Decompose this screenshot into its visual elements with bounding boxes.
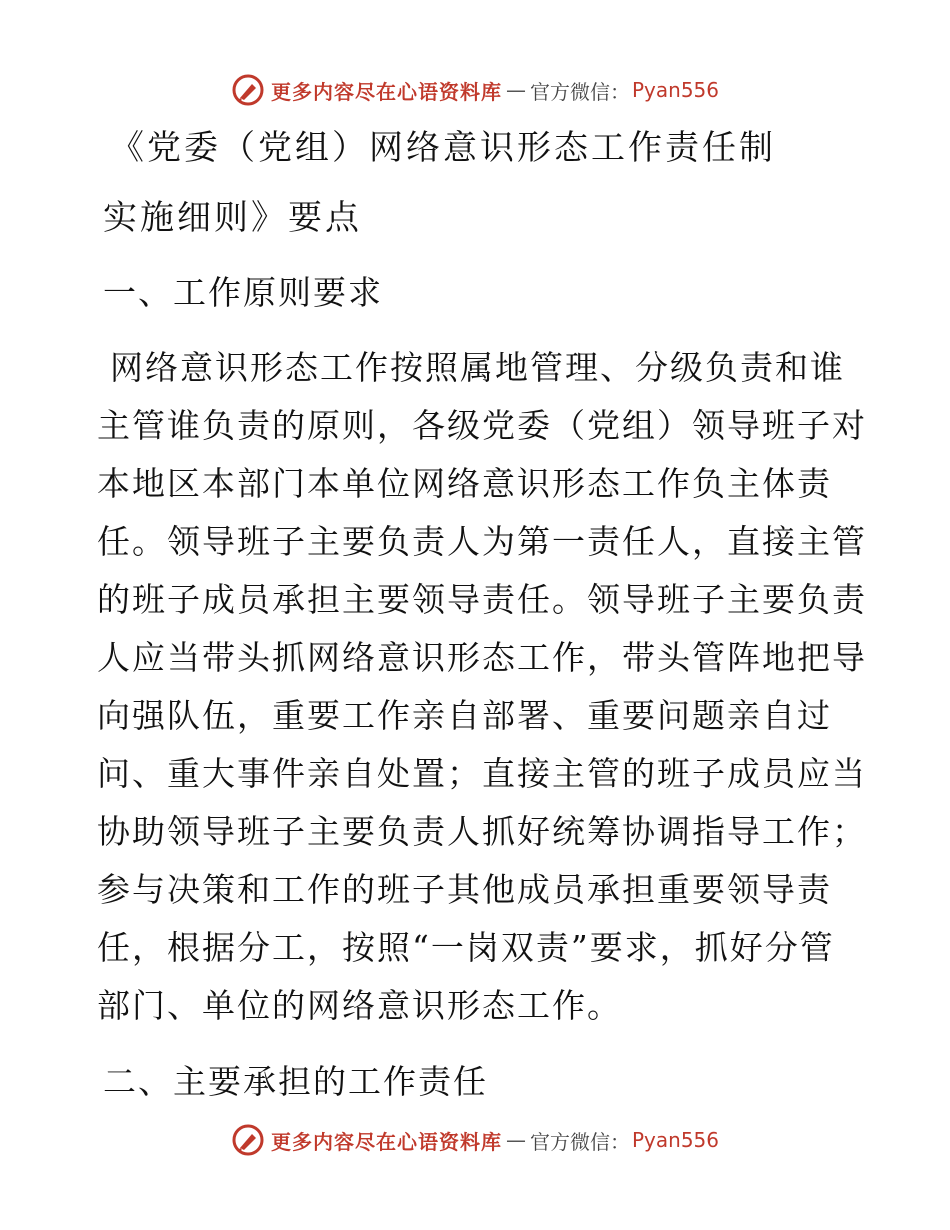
paragraph-line: 任，根据分工，按照“一岗双责”要求，抓好分管 bbox=[97, 928, 835, 967]
paragraph-line: 的班子成员承担主要领导责任。领导班子主要负责 bbox=[97, 580, 867, 619]
paragraph-line: 网络意识形态工作按照属地管理、分级负责和谁 bbox=[110, 348, 845, 387]
document-title-line-2: 实施细则》要点 bbox=[103, 198, 362, 238]
paragraph-line: 任。领导班子主要负责人为第一责任人，直接主管 bbox=[97, 522, 867, 561]
watermark-text: 更多内容尽在心语资料库 bbox=[270, 1129, 502, 1154]
paragraph-line: 主管谁负责的原则，各级党委（党组）领导班子对 bbox=[97, 406, 867, 445]
paragraph-line: 本地区本部门本单位网络意识形态工作负主体责 bbox=[97, 464, 832, 503]
paragraph-line: 向强队伍，重要工作亲自部署、重要问题亲自过 bbox=[97, 696, 832, 735]
wechat-label: 官方微信： bbox=[529, 1129, 630, 1154]
section-heading-1: 一、工作原则要求 bbox=[103, 273, 383, 312]
paragraph-line: 协助领导班子主要负责人抓好统筹协调指导工作； bbox=[97, 812, 867, 851]
watermark-banner-bottom bbox=[0, 1120, 950, 1160]
section-heading-2: 二、主要承担的工作责任 bbox=[103, 1062, 488, 1101]
paragraph-line: 人应当带头抓网络意识形态工作，带头管阵地把导 bbox=[97, 638, 867, 677]
watermark-text: 更多内容尽在心语资料库 bbox=[270, 79, 502, 104]
wechat-id: Pyan556 bbox=[631, 1128, 719, 1152]
document-title-line-1: 《党委（党组）网络意识形态工作责任制 bbox=[110, 128, 776, 168]
paragraph-line: 部门、单位的网络意识形态工作。 bbox=[97, 986, 622, 1025]
watermark-dash: — bbox=[505, 78, 526, 102]
paragraph-line: 问、重大事件亲自处置；直接主管的班子成员应当 bbox=[97, 754, 867, 793]
wechat-id: Pyan556 bbox=[631, 78, 719, 102]
pen-logo-icon bbox=[231, 1123, 265, 1157]
watermark-banner-top bbox=[0, 70, 950, 110]
wechat-label: 官方微信： bbox=[529, 79, 630, 104]
paragraph-line: 参与决策和工作的班子其他成员承担重要领导责 bbox=[97, 870, 832, 909]
pen-logo-icon bbox=[231, 73, 265, 107]
watermark-dash: — bbox=[505, 1128, 526, 1152]
